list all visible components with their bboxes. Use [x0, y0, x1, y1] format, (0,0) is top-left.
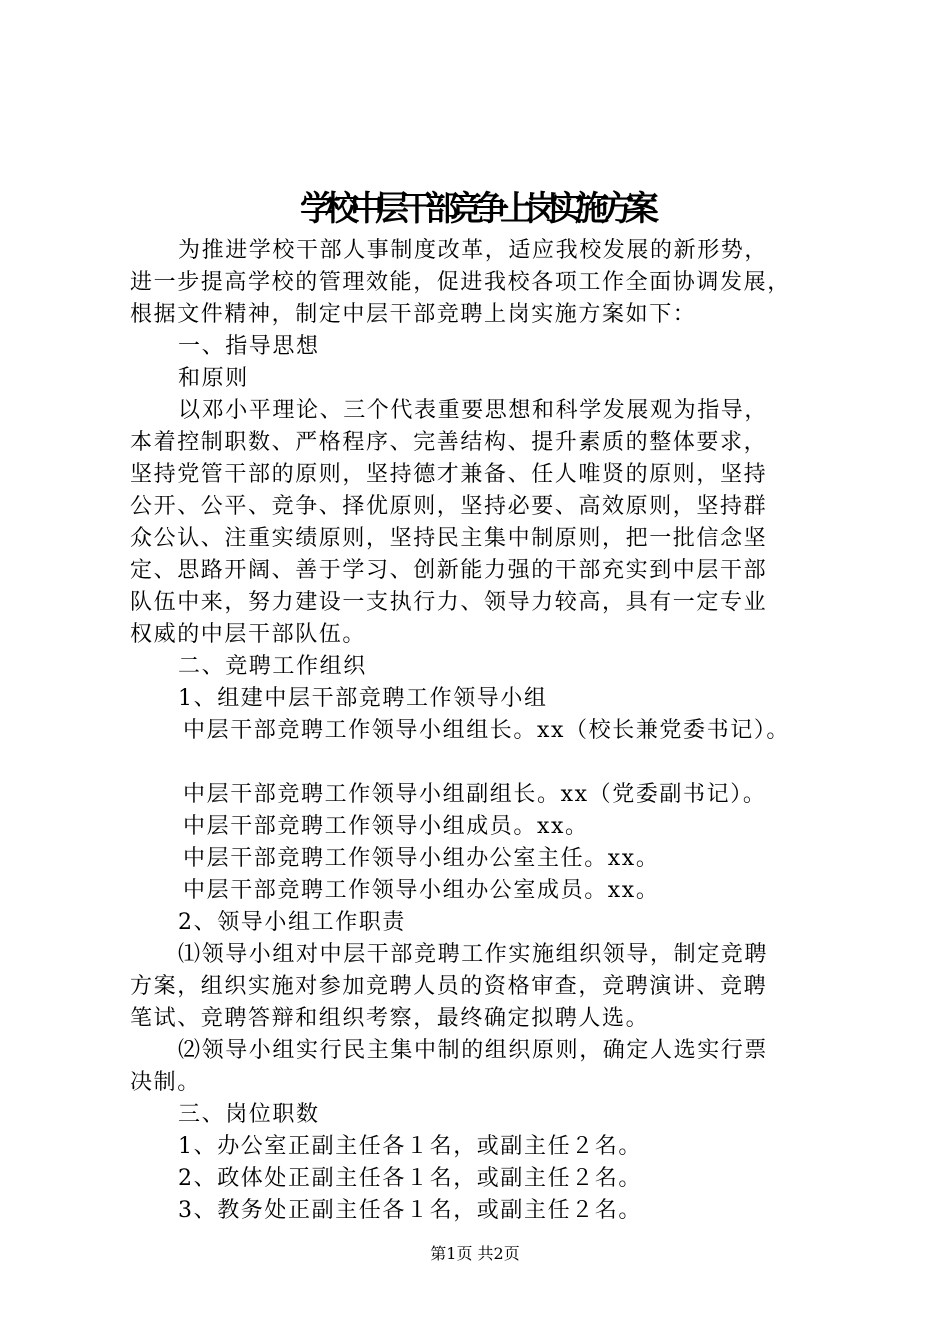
- paragraph-line: 中层干部竞聘工作领导小组办公室主任。xx。: [183, 846, 660, 871]
- paragraph-line: 中层干部竞聘工作领导小组成员。xx。: [183, 814, 589, 839]
- section-heading: 三、岗位职数: [178, 1102, 320, 1127]
- paragraph-line: 权威的中层干部队伍。: [130, 622, 367, 647]
- page-footer: 第1页 共2页: [430, 1244, 520, 1263]
- list-item: 3、教务处正副主任各１名，或副主任２名。: [178, 1198, 642, 1223]
- paragraph-line: ⑴领导小组对中层干部竞聘工作实施组织领导，制定竞聘: [178, 942, 769, 967]
- section-heading: 一、指导思想: [178, 334, 320, 359]
- paragraph-line: 以邓小平理论、三个代表重要思想和科学发展观为指导，: [178, 398, 769, 423]
- paragraph-line: 定、思路开阔、善于学习、创新能力强的干部充实到中层干部: [130, 558, 768, 583]
- paragraph-line: 中层干部竞聘工作领导小组办公室成员。xx。: [183, 878, 660, 903]
- paragraph-line: 方案，组织实施对参加竞聘人员的资格审查，竞聘演讲、竞聘: [130, 974, 768, 999]
- paragraph-line: 坚持党管干部的原则，坚持德才兼备、任人唯贤的原则，坚持: [130, 462, 768, 487]
- document-title: 学校中层干部竞争上岗实施方案: [300, 189, 650, 229]
- paragraph-line: 根据文件精神，制定中层干部竞聘上岗实施方案如下：: [130, 302, 697, 327]
- paragraph-line: 笔试、竞聘答辩和组织考察，最终确定拟聘人选。: [130, 1006, 650, 1031]
- paragraph-line: 为推进学校干部人事制度改革，适应我校发展的新形势，: [178, 238, 769, 263]
- paragraph-line: ⑵领导小组实行民主集中制的组织原则，确定人选实行票: [178, 1038, 769, 1063]
- paragraph-line: 公开、公平、竞争、择优原则，坚持必要、高效原则，坚持群: [130, 494, 768, 519]
- paragraph-line: 本着控制职数、严格程序、完善结构、提升素质的整体要求，: [130, 430, 768, 455]
- paragraph-line: 中层干部竞聘工作领导小组组长。xx（校长兼党委书记）。: [183, 718, 791, 743]
- paragraph-line: 决制。: [130, 1070, 201, 1095]
- subsection-heading: 1、组建中层干部竞聘工作领导小组: [178, 686, 548, 711]
- subsection-heading: 2、领导小组工作职责: [178, 910, 406, 935]
- section-heading: 和原则: [178, 366, 249, 391]
- list-item: 2、政体处正副主任各１名，或副主任２名。: [178, 1166, 642, 1191]
- paragraph-line: 众公认、注重实绩原则，坚持民主集中制原则，把一批信念坚: [130, 526, 768, 551]
- paragraph-line: 中层干部竞聘工作领导小组副组长。xx（党委副书记）。: [183, 782, 767, 807]
- list-item: 1、办公室正副主任各１名，或副主任２名。: [178, 1134, 642, 1159]
- section-heading: 二、竞聘工作组织: [178, 654, 367, 679]
- paragraph-line: 进一步提高学校的管理效能，促进我校各项工作全面协调发展，: [130, 270, 791, 295]
- paragraph-line: 队伍中来，努力建设一支执行力、领导力较高，具有一定专业: [130, 590, 768, 615]
